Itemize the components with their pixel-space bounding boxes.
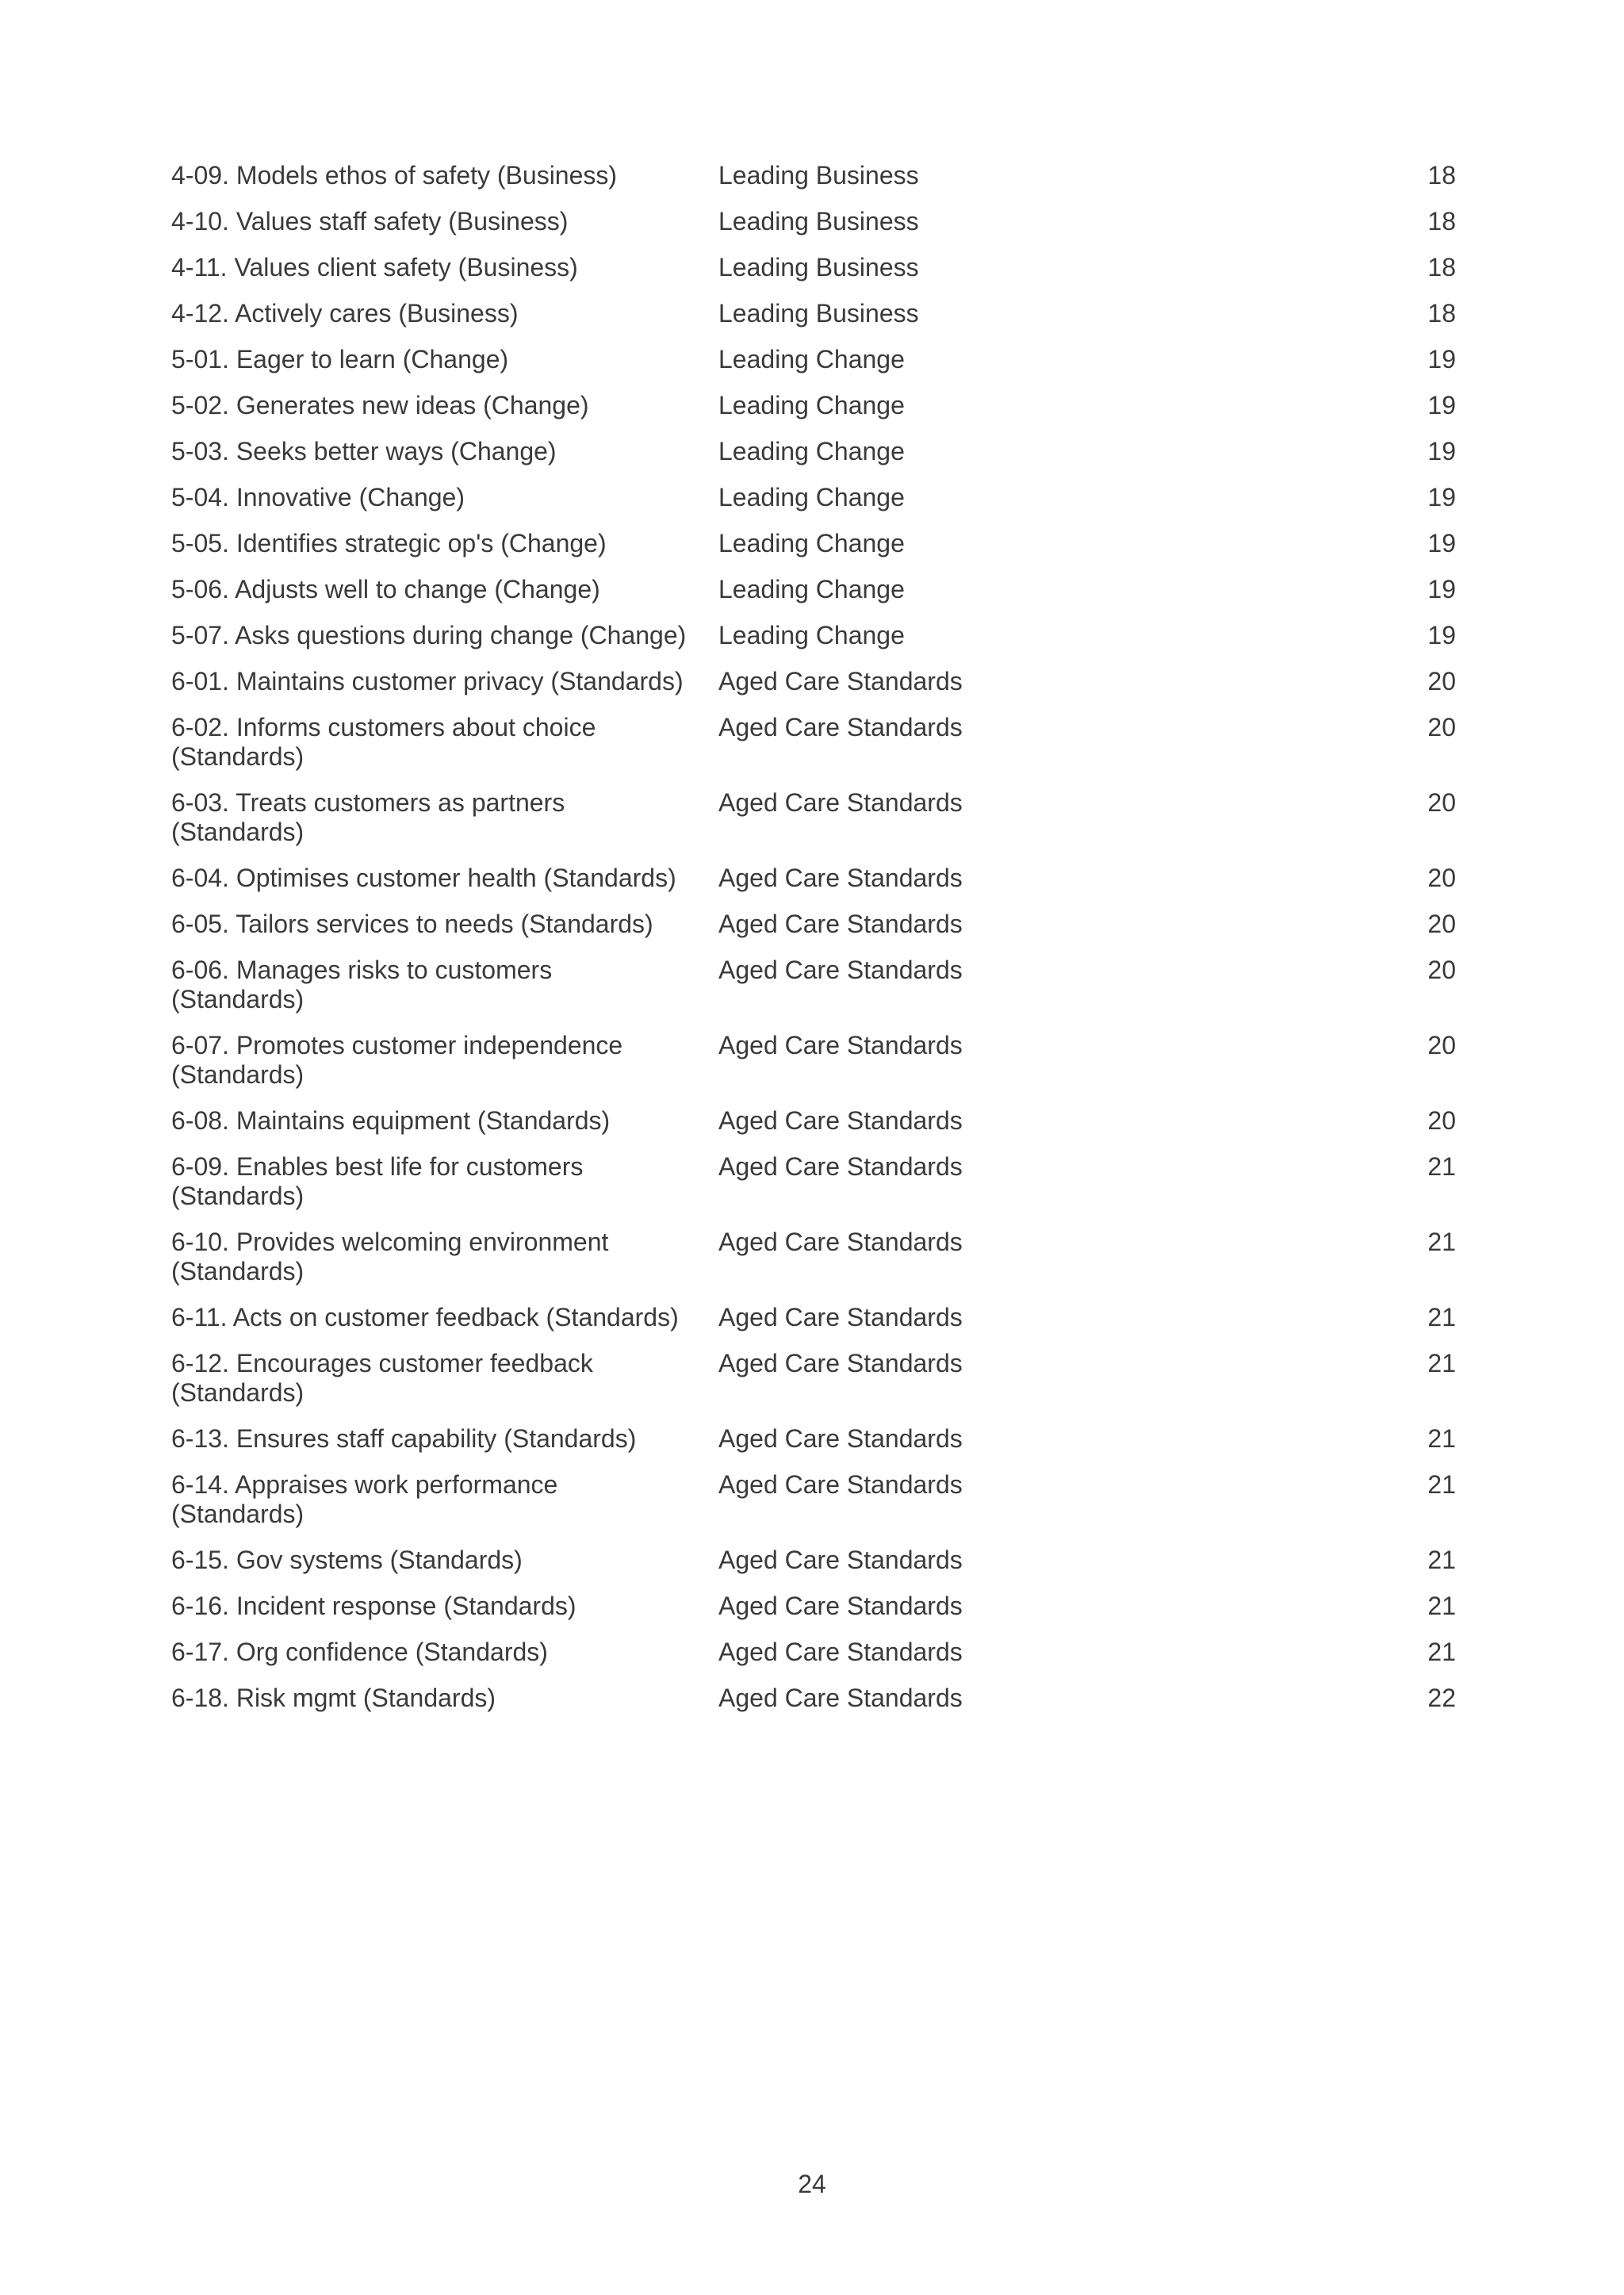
toc-entry-title: 6-15. Gov systems (Standards) — [171, 1546, 523, 1574]
toc-entry-section: Aged Care Standards — [718, 1152, 963, 1181]
toc-entry-page: 19 — [1427, 575, 1456, 603]
toc-entry-page: 21 — [1427, 1638, 1456, 1666]
toc-entry-page: 19 — [1427, 345, 1456, 374]
toc-row — [171, 910, 1456, 956]
table-of-contents — [171, 161, 1456, 1730]
toc-entry-page: 21 — [1427, 1303, 1456, 1331]
toc-entry-page: 19 — [1427, 391, 1456, 420]
toc-row — [171, 667, 1456, 713]
toc-entry-page: 19 — [1427, 483, 1456, 511]
toc-entry-section: Aged Care Standards — [718, 1349, 963, 1377]
toc-entry-page: 21 — [1427, 1470, 1456, 1499]
toc-entry-section: Aged Care Standards — [718, 1592, 963, 1620]
toc-entry-title: 6-10. Provides welcoming environment (Standards) — [171, 1228, 609, 1285]
toc-entry-title: 5-03. Seeks better ways (Change) — [171, 437, 557, 466]
toc-entry-page: 21 — [1427, 1349, 1456, 1377]
toc-entry-section: Leading Business — [718, 299, 919, 328]
toc-entry-title: 5-04. Innovative (Change) — [171, 483, 465, 511]
toc-row — [171, 529, 1456, 575]
toc-row — [171, 1470, 1456, 1546]
toc-entry-page: 21 — [1427, 1228, 1456, 1256]
toc-entry-page: 20 — [1427, 864, 1456, 892]
toc-entry-page: 18 — [1427, 299, 1456, 328]
toc-entry-page: 19 — [1427, 621, 1456, 649]
toc-entry-title: 6-07. Promotes customer independence (Standards) — [171, 1031, 623, 1089]
toc-entry-section: Leading Change — [718, 391, 905, 420]
toc-entry-section: Aged Care Standards — [718, 864, 963, 892]
toc-row — [171, 1592, 1456, 1638]
toc-row — [171, 253, 1456, 299]
toc-row — [171, 437, 1456, 483]
toc-row — [171, 1638, 1456, 1684]
toc-entry-page: 20 — [1427, 1106, 1456, 1135]
toc-row — [171, 391, 1456, 437]
toc-entry-title: 4-10. Values staff safety (Business) — [171, 207, 569, 236]
toc-entry-page: 19 — [1427, 529, 1456, 557]
toc-row — [171, 1031, 1456, 1106]
toc-entry-title: 4-11. Values client safety (Business) — [171, 253, 578, 282]
toc-row — [171, 864, 1456, 910]
toc-entry-section: Leading Change — [718, 345, 905, 374]
toc-entry-section: Aged Care Standards — [718, 1638, 963, 1666]
toc-entry-section: Leading Business — [718, 161, 919, 190]
toc-entry-section: Aged Care Standards — [718, 956, 963, 984]
toc-entry-title: 6-14. Appraises work performance (Standards) — [171, 1470, 558, 1528]
toc-entry-title: 6-02. Informs customers about choice (Standards) — [171, 713, 596, 771]
toc-entry-page: 21 — [1427, 1592, 1456, 1620]
toc-entry-title: 6-03. Treats customers as partners (Standards) — [171, 788, 565, 846]
toc-entry-title: 5-01. Eager to learn (Change) — [171, 345, 509, 374]
toc-row — [171, 1106, 1456, 1152]
toc-entry-section: Aged Care Standards — [718, 1470, 963, 1499]
toc-row — [171, 483, 1456, 529]
toc-entry-section: Aged Care Standards — [718, 1546, 963, 1574]
toc-entry-title: 6-01. Maintains customer privacy (Standards) — [171, 667, 684, 695]
toc-entry-section: Aged Care Standards — [718, 910, 963, 938]
toc-entry-page: 18 — [1427, 253, 1456, 282]
toc-entry-page: 20 — [1427, 910, 1456, 938]
toc-entry-section: Leading Business — [718, 207, 919, 236]
toc-entry-section: Leading Change — [718, 575, 905, 603]
toc-entry-title: 6-18. Risk mgmt (Standards) — [171, 1684, 496, 1712]
toc-entry-title: 6-08. Maintains equipment (Standards) — [171, 1106, 611, 1135]
toc-row — [171, 1546, 1456, 1592]
toc-entry-page: 20 — [1427, 1031, 1456, 1059]
toc-entry-section: Leading Change — [718, 437, 905, 466]
toc-entry-section: Leading Change — [718, 621, 905, 649]
toc-entry-title: 4-09. Models ethos of safety (Business) — [171, 161, 618, 190]
toc-entry-title: 6-09. Enables best life for customers (Standards) — [171, 1152, 584, 1210]
toc-row — [171, 788, 1456, 864]
toc-entry-page: 18 — [1427, 161, 1456, 190]
toc-row — [171, 1424, 1456, 1470]
toc-row — [171, 956, 1456, 1031]
toc-entry-section: Leading Change — [718, 529, 905, 557]
toc-entry-title: 6-05. Tailors services to needs (Standards) — [171, 910, 653, 938]
toc-entry-title: 6-04. Optimises customer health (Standards) — [171, 864, 676, 892]
toc-entry-title: 5-05. Identifies strategic op's (Change) — [171, 529, 607, 557]
toc-entry-page: 20 — [1427, 956, 1456, 984]
toc-row — [171, 345, 1456, 391]
toc-entry-section: Aged Care Standards — [718, 713, 963, 741]
toc-entry-title: 6-06. Manages risks to customers (Standards) — [171, 956, 553, 1013]
page-number: 24 — [798, 2170, 826, 2198]
toc-entry-section: Aged Care Standards — [718, 1106, 963, 1135]
toc-row — [171, 575, 1456, 621]
toc-row — [171, 1152, 1456, 1228]
toc-entry-page: 20 — [1427, 788, 1456, 817]
toc-entry-section: Leading Change — [718, 483, 905, 511]
toc-entry-title: 6-16. Incident response (Standards) — [171, 1592, 576, 1620]
toc-entry-section: Aged Care Standards — [718, 1424, 963, 1453]
toc-row — [171, 299, 1456, 345]
toc-entry-title: 6-11. Acts on customer feedback (Standards) — [171, 1303, 679, 1331]
toc-entry-page: 19 — [1427, 437, 1456, 466]
toc-row — [171, 1228, 1456, 1303]
toc-entry-section: Aged Care Standards — [718, 1031, 963, 1059]
toc-row — [171, 1349, 1456, 1424]
toc-entry-page: 21 — [1427, 1152, 1456, 1181]
toc-row — [171, 1303, 1456, 1349]
toc-entry-page: 21 — [1427, 1546, 1456, 1574]
toc-entry-title: 6-12. Encourages customer feedback (Standards) — [171, 1349, 593, 1407]
toc-row — [171, 621, 1456, 667]
toc-entry-title: 6-17. Org confidence (Standards) — [171, 1638, 548, 1666]
toc-entry-section: Aged Care Standards — [718, 788, 963, 817]
toc-row — [171, 161, 1456, 207]
toc-entry-section: Aged Care Standards — [718, 667, 963, 695]
toc-row — [171, 1684, 1456, 1730]
toc-entry-page: 18 — [1427, 207, 1456, 236]
toc-entry-section: Aged Care Standards — [718, 1684, 963, 1712]
toc-entry-page: 20 — [1427, 667, 1456, 695]
toc-entry-section: Aged Care Standards — [718, 1228, 963, 1256]
toc-entry-title: 4-12. Actively cares (Business) — [171, 299, 519, 328]
toc-row — [171, 207, 1456, 253]
toc-entry-title: 6-13. Ensures staff capability (Standards) — [171, 1424, 637, 1453]
toc-entry-page: 22 — [1427, 1684, 1456, 1712]
toc-entry-page: 20 — [1427, 713, 1456, 741]
toc-entry-title: 5-06. Adjusts well to change (Change) — [171, 575, 600, 603]
toc-row — [171, 713, 1456, 788]
toc-entry-section: Aged Care Standards — [718, 1303, 963, 1331]
toc-entry-title: 5-02. Generates new ideas (Change) — [171, 391, 589, 420]
toc-entry-title: 5-07. Asks questions during change (Change) — [171, 621, 687, 649]
toc-entry-page: 21 — [1427, 1424, 1456, 1453]
toc-entry-section: Leading Business — [718, 253, 919, 282]
